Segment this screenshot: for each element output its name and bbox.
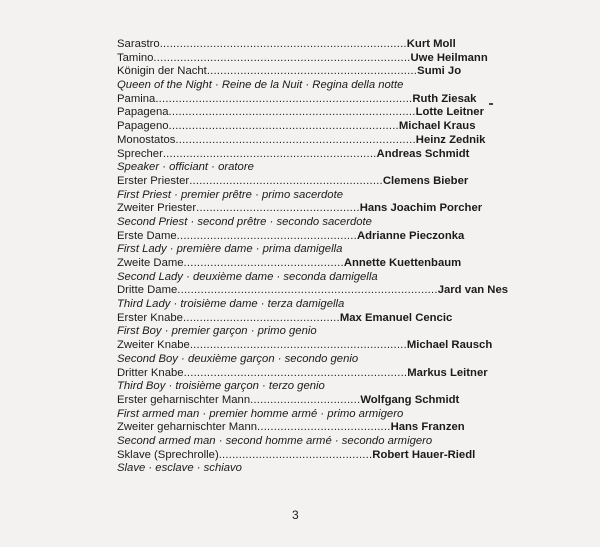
- role-name: Pamina: [117, 92, 156, 105]
- leader-dots: ................................................................: [162, 147, 377, 160]
- singer-name: Michael Rausch: [406, 339, 493, 352]
- leader-dots: ..........................................................................: [159, 38, 407, 50]
- cast-entry: [117, 284, 509, 298]
- role-translation: Queen of the Night · Reine de la Nuit · Regina della notte: [117, 79, 404, 92]
- role-name: Erster Knabe: [117, 311, 183, 324]
- role-translation: Slave · esclave · schiavo: [117, 462, 242, 475]
- singer-name: Heinz Zednik: [415, 133, 486, 146]
- leader-dots: .............................................................................: [155, 92, 413, 105]
- cast-entry: [117, 257, 477, 271]
- leader-dots: ...............................................................: [206, 65, 418, 78]
- role-name: Sprecher: [117, 147, 163, 160]
- singer-name: Kurt Moll: [406, 38, 456, 50]
- cast-entry: [117, 394, 477, 408]
- role-name: Zweite Dame: [117, 257, 184, 269]
- role-name: Tamino: [117, 51, 154, 64]
- cast-entry: [117, 339, 493, 353]
- cast-entry: [117, 106, 484, 120]
- singer-name: Uwe Heilmann: [410, 51, 488, 64]
- leader-dots: ........................................................................: [175, 133, 416, 146]
- role-name: Erster Priester: [117, 174, 190, 187]
- role-name: Dritter Knabe: [117, 366, 184, 379]
- singer-name: Jard van Nes: [437, 284, 509, 297]
- role-translation: Second armed man · second homme armé · secondo armigero: [117, 434, 433, 447]
- leader-dots: .............................................................................: [153, 51, 411, 64]
- singer-name: Wolfgang Schmidt: [360, 393, 460, 406]
- leader-dots: ..........................................................: [189, 174, 383, 187]
- cast-entry: [117, 449, 477, 463]
- singer-name: Hans Joachim Porcher: [359, 202, 483, 215]
- leader-dots: ......................................................: [176, 229, 357, 242]
- cast-entry: [117, 175, 477, 189]
- cast-entry: [117, 366, 488, 381]
- cast-entry: [117, 202, 483, 216]
- role-name: Königin der Nacht: [117, 65, 207, 78]
- role-name: Zweiter Priester: [117, 202, 197, 215]
- role-name: Sklave (Sprechrolle): [117, 448, 219, 461]
- role-name: Zweiter geharnischter Mann: [117, 421, 258, 434]
- leader-dots: ..........................................................................: [168, 106, 416, 119]
- cast-entry: [117, 120, 477, 134]
- singer-name: Markus Leitner: [407, 366, 488, 379]
- role-translation: Speaker · officiant · oratore: [117, 161, 254, 174]
- role-translation: Second Lady · deuxième dame · seconda damigella: [117, 270, 378, 283]
- leader-dots: ...................................................................: [183, 366, 408, 379]
- leader-dots: ..............................................: [218, 448, 373, 461]
- role-name: Dritte Dame: [117, 284, 178, 297]
- cast-entry: [117, 148, 477, 162]
- cast-entry: [117, 421, 477, 435]
- leader-dots: ........................................: [257, 421, 391, 434]
- singer-name: Hans Franzen: [390, 421, 465, 434]
- cast-list: [117, 38, 509, 476]
- role-name: Monostatos: [117, 133, 176, 146]
- role-translation: First Boy · premier garçon · primo genio: [117, 325, 317, 338]
- role-name: Erster geharnischter Mann: [117, 393, 251, 406]
- singer-name: Adrianne Pieczonka: [356, 229, 465, 242]
- leader-dots: ..............................................................................: [177, 284, 438, 297]
- role-name: Sarastro: [117, 38, 160, 50]
- role-name: Erste Dame: [117, 229, 177, 242]
- role-name: Papagena: [117, 106, 169, 119]
- leader-dots: .................................................................: [189, 339, 407, 352]
- singer-name: Ruth Ziesak: [412, 92, 477, 105]
- cast-entry: [117, 93, 477, 107]
- role-translation: First armed man · premier homme armé · primo armigero: [117, 407, 404, 420]
- cast-entry: [117, 312, 477, 326]
- cast-entry: [117, 230, 477, 244]
- print-speck: [489, 103, 493, 105]
- singer-name: Robert Hauer-Riedl: [372, 448, 476, 461]
- singer-name: Max Emanuel Cencic: [339, 311, 453, 324]
- role-translation: Third Lady · troisième dame · terza damigella: [117, 298, 345, 311]
- singer-name: Sumi Jo: [417, 65, 462, 78]
- page-number: 3: [292, 508, 299, 522]
- role-name: Zweiter Knabe: [117, 339, 190, 352]
- leader-dots: ................................................: [183, 257, 344, 269]
- leader-dots: .....................................................................: [168, 120, 399, 133]
- cast-entry: [117, 65, 477, 79]
- singer-name: Michael Kraus: [398, 120, 476, 133]
- role-name: Papageno: [117, 120, 169, 133]
- cast-entry: [117, 38, 477, 52]
- leader-dots: .................................................: [196, 202, 360, 215]
- singer-name: Lotte Leitner: [415, 106, 484, 119]
- role-translation: Second Boy · deuxième garçon · secondo genio: [117, 352, 359, 365]
- leader-dots: ...............................................: [182, 311, 340, 324]
- singer-name: Annette Kuettenbaum: [343, 257, 462, 269]
- role-translation: First Priest · premier prêtre · primo sacerdote: [117, 188, 343, 201]
- cast-entry: [117, 133, 486, 148]
- singer-name: Andreas Schmidt: [376, 147, 470, 160]
- leader-dots: .................................: [250, 393, 361, 406]
- singer-name: Clemens Bieber: [382, 174, 469, 187]
- role-translation: Second Priest · second prêtre · secondo sacerdote: [117, 215, 372, 228]
- role-translation: Third Boy · troisième garçon · terzo genio: [117, 380, 325, 393]
- role-translation: First Lady · première dame · prima damigella: [117, 243, 343, 256]
- cast-entry: [117, 51, 488, 66]
